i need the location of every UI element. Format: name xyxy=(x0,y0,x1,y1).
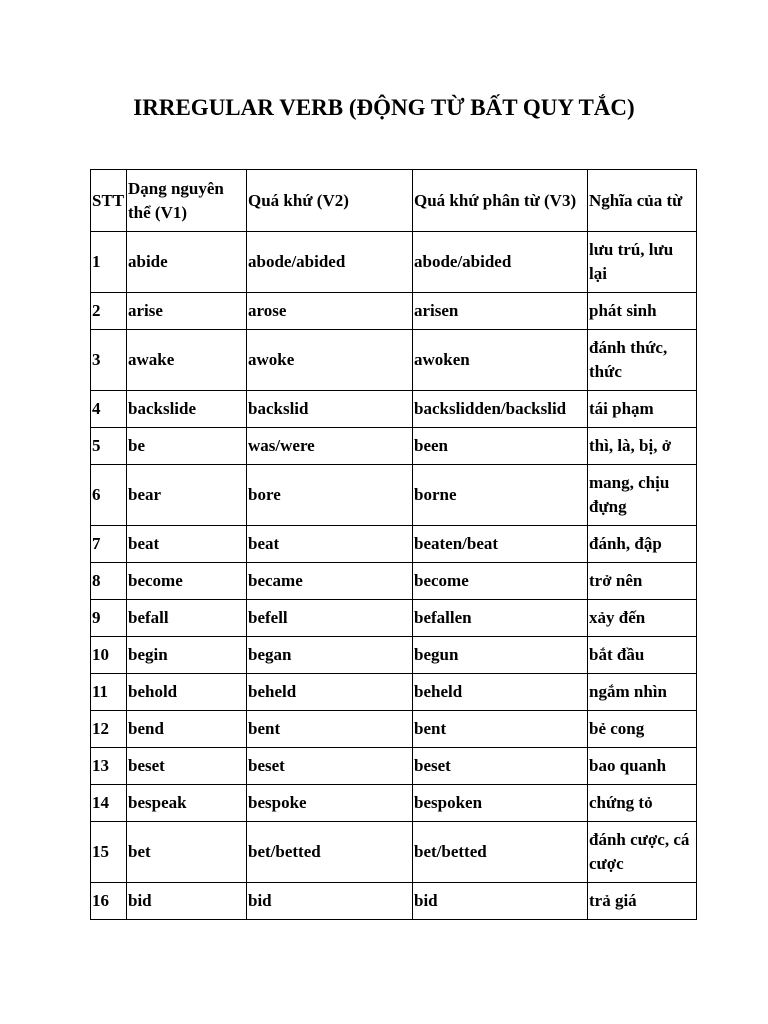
cell-v1: beat xyxy=(127,526,247,563)
table-row xyxy=(91,822,697,883)
cell-meaning: chứng tỏ xyxy=(588,785,697,822)
cell-stt: 6 xyxy=(91,465,127,526)
cell-v1: backslide xyxy=(127,391,247,428)
cell-v3: been xyxy=(413,428,588,465)
cell-v3: arisen xyxy=(413,293,588,330)
cell-stt: 14 xyxy=(91,785,127,822)
cell-stt: 11 xyxy=(91,674,127,711)
cell-stt: 1 xyxy=(91,232,127,293)
cell-meaning: bắt đầu xyxy=(588,637,697,674)
cell-stt: 10 xyxy=(91,637,127,674)
table-row xyxy=(91,600,697,637)
cell-stt: 15 xyxy=(91,822,127,883)
cell-meaning: đánh cược, cá cược xyxy=(588,822,697,883)
header-cell-meaning: Nghĩa của từ xyxy=(588,170,697,232)
cell-v2: bespoke xyxy=(247,785,413,822)
cell-v2: beset xyxy=(247,748,413,785)
table-row xyxy=(91,637,697,674)
table-row xyxy=(91,428,697,465)
cell-v3: awoken xyxy=(413,330,588,391)
cell-v1: bid xyxy=(127,883,247,920)
cell-v3: bent xyxy=(413,711,588,748)
cell-v3: beaten/beat xyxy=(413,526,588,563)
cell-v3: beheld xyxy=(413,674,588,711)
table-row xyxy=(91,883,697,920)
cell-v3: abode/abided xyxy=(413,232,588,293)
header-cell-v2: Quá khứ (V2) xyxy=(247,170,413,232)
header-cell-v1: Dạng nguyên thể (V1) xyxy=(127,170,247,232)
cell-v1: bet xyxy=(127,822,247,883)
cell-v3: begun xyxy=(413,637,588,674)
cell-v1: befall xyxy=(127,600,247,637)
cell-v2: befell xyxy=(247,600,413,637)
cell-v2: arose xyxy=(247,293,413,330)
page-title: IRREGULAR VERB (ĐỘNG TỪ BẤT QUY TẮC) xyxy=(133,95,635,120)
cell-v3: backslidden/backslid xyxy=(413,391,588,428)
cell-v3: bid xyxy=(413,883,588,920)
table-row xyxy=(91,785,697,822)
header-cell-stt: STT xyxy=(91,170,127,232)
cell-v1: abide xyxy=(127,232,247,293)
table-row xyxy=(91,674,697,711)
cell-stt: 13 xyxy=(91,748,127,785)
cell-v2: abode/abided xyxy=(247,232,413,293)
cell-stt: 9 xyxy=(91,600,127,637)
header-cell-v3: Quá khứ phân từ (V3) xyxy=(413,170,588,232)
table-row xyxy=(91,563,697,600)
cell-v1: bear xyxy=(127,465,247,526)
cell-v1: become xyxy=(127,563,247,600)
cell-stt: 2 xyxy=(91,293,127,330)
cell-v3: bet/betted xyxy=(413,822,588,883)
table-row xyxy=(91,465,697,526)
cell-v1: bespeak xyxy=(127,785,247,822)
cell-meaning: tái phạm xyxy=(588,391,697,428)
table-row xyxy=(91,526,697,563)
table-row xyxy=(91,330,697,391)
cell-v3: become xyxy=(413,563,588,600)
cell-stt: 8 xyxy=(91,563,127,600)
cell-v1: behold xyxy=(127,674,247,711)
cell-v1: bend xyxy=(127,711,247,748)
cell-v3: borne xyxy=(413,465,588,526)
table-row xyxy=(91,711,697,748)
cell-v2: beheld xyxy=(247,674,413,711)
cell-v2: awoke xyxy=(247,330,413,391)
cell-v2: began xyxy=(247,637,413,674)
cell-v2: became xyxy=(247,563,413,600)
cell-v1: begin xyxy=(127,637,247,674)
cell-v1: beset xyxy=(127,748,247,785)
cell-v2: backslid xyxy=(247,391,413,428)
cell-stt: 5 xyxy=(91,428,127,465)
cell-meaning: lưu trú, lưu lại xyxy=(588,232,697,293)
cell-v3: beset xyxy=(413,748,588,785)
cell-v2: bid xyxy=(247,883,413,920)
cell-stt: 4 xyxy=(91,391,127,428)
table-row xyxy=(91,232,697,293)
cell-meaning: trở nên xyxy=(588,563,697,600)
cell-meaning: bao quanh xyxy=(588,748,697,785)
cell-v3: befallen xyxy=(413,600,588,637)
table-row xyxy=(91,293,697,330)
cell-meaning: phát sinh xyxy=(588,293,697,330)
cell-v2: was/were xyxy=(247,428,413,465)
table-row xyxy=(91,748,697,785)
cell-meaning: trả giá xyxy=(588,883,697,920)
cell-meaning: đánh, đập xyxy=(588,526,697,563)
cell-v1: awake xyxy=(127,330,247,391)
irregular-verb-table xyxy=(90,169,697,920)
table-header-row xyxy=(91,170,697,232)
cell-stt: 3 xyxy=(91,330,127,391)
cell-stt: 12 xyxy=(91,711,127,748)
cell-meaning: xảy đến xyxy=(588,600,697,637)
cell-v1: be xyxy=(127,428,247,465)
cell-v1: arise xyxy=(127,293,247,330)
cell-meaning: thì, là, bị, ở xyxy=(588,428,697,465)
cell-v3: bespoken xyxy=(413,785,588,822)
cell-v2: bore xyxy=(247,465,413,526)
cell-meaning: ngắm nhìn xyxy=(588,674,697,711)
cell-v2: bent xyxy=(247,711,413,748)
cell-v2: bet/betted xyxy=(247,822,413,883)
cell-v2: beat xyxy=(247,526,413,563)
cell-stt: 7 xyxy=(91,526,127,563)
table-row xyxy=(91,391,697,428)
cell-stt: 16 xyxy=(91,883,127,920)
cell-meaning: đánh thức, thức xyxy=(588,330,697,391)
cell-meaning: bẻ cong xyxy=(588,711,697,748)
cell-meaning: mang, chịu đựng xyxy=(588,465,697,526)
